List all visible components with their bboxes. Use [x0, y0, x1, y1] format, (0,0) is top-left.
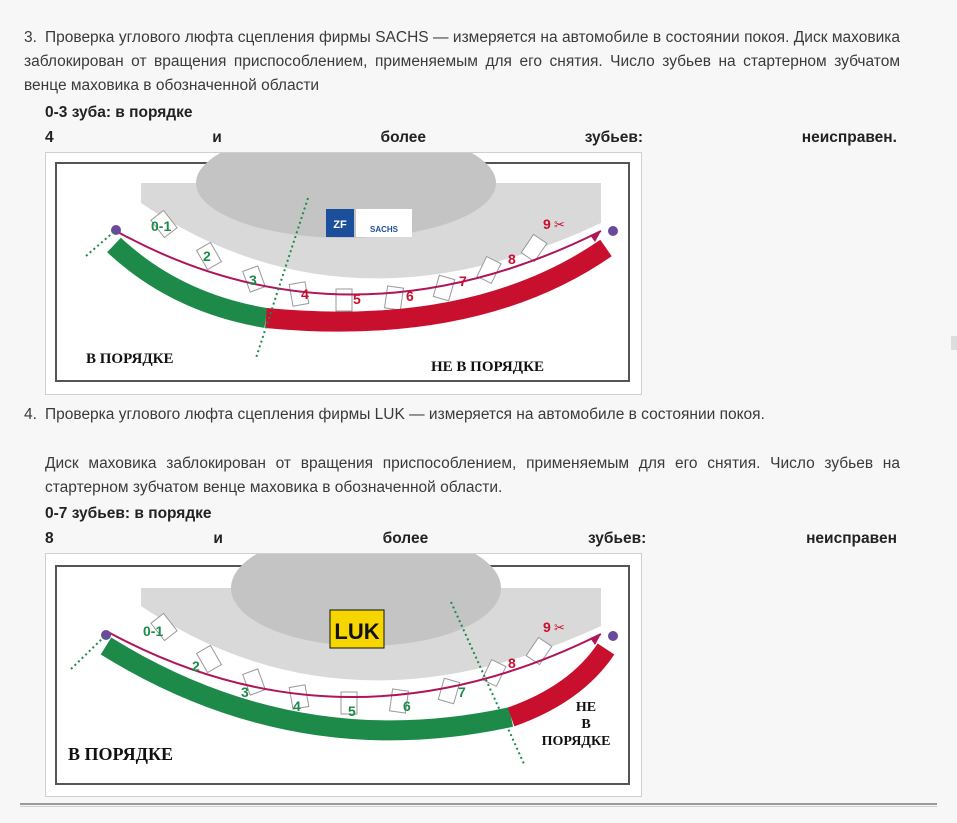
- tooth-label: 9: [543, 619, 551, 635]
- zf-logo-text: ZF: [333, 219, 347, 231]
- tooth-label: 2: [203, 248, 211, 264]
- tooth-label: 4: [301, 286, 309, 302]
- fail-word: более: [382, 530, 429, 547]
- luk-diagram: [45, 553, 642, 797]
- section-4-fail-line: [45, 530, 897, 548]
- tooth-label: 8: [508, 251, 516, 267]
- fail-word: более: [380, 129, 427, 146]
- tooth-label: 6: [406, 288, 414, 304]
- end-point: [608, 631, 618, 641]
- section-3-ok-line: 0-3 зуба: в порядке: [45, 104, 193, 121]
- section-4-number: 4.: [24, 406, 37, 423]
- fail-word: и: [212, 129, 222, 146]
- tooth-label: 2: [192, 658, 200, 674]
- scissors-icon: ✂: [554, 620, 565, 635]
- tooth-label: 7: [459, 273, 467, 289]
- tooth-label: 0-1: [143, 623, 164, 639]
- fail-word: зубьев:: [587, 530, 647, 547]
- section-4-text-2: Диск маховика заблокирован от вращения приспособлением, применяемым для его снятия. Число зубьев на стартерном зубчатом венце маховика в обозначенной области.: [45, 455, 900, 496]
- fail-word: зубьев:: [584, 129, 644, 146]
- section-3-number: 3.: [24, 29, 37, 46]
- section-3-text: [24, 26, 900, 98]
- section-4-body-1: Проверка углового люфта сцепления фирмы LUK — измеряется на автомобиле в состоянии покоя.: [45, 406, 765, 423]
- scissors-icon: ✂: [554, 217, 565, 232]
- fail-word: и: [213, 530, 223, 547]
- fail-label-1: НЕ: [575, 700, 597, 715]
- sachs-diagram: [45, 152, 642, 395]
- sachs-logo-text: SACHS: [369, 225, 399, 234]
- tooth-label: 5: [348, 703, 356, 719]
- ok-label: В ПОРЯДКЕ: [68, 744, 174, 764]
- scrollbar-thumb[interactable]: [951, 336, 957, 350]
- fail-label-3: ПОРЯДКЕ: [541, 734, 611, 749]
- fail-label-2: В: [581, 717, 591, 732]
- tooth-label: 3: [249, 272, 257, 288]
- section-4-text-1: [24, 403, 900, 427]
- end-point: [608, 226, 618, 236]
- luk-logo-text: LUK: [334, 619, 380, 644]
- fail-word: 4: [45, 129, 54, 146]
- tooth-label: 6: [403, 698, 411, 714]
- bottom-divider: [20, 803, 937, 805]
- section-4-ok-line: 0-7 зубьев: в порядке: [45, 505, 212, 522]
- section-3-fail-line: [45, 129, 897, 147]
- tooth-label: 5: [353, 291, 361, 307]
- tooth-label: 4: [293, 698, 301, 714]
- fail-word: неисправен: [806, 530, 897, 547]
- bottom-divider-lite: [20, 806, 937, 807]
- luk-diagram-svg: [46, 554, 641, 796]
- tooth-label: 8: [508, 655, 516, 671]
- section-3-body: Проверка углового люфта сцепления фирмы SACHS — измеряется на автомобиле в состоянии покоя. Диск маховика заблокирован от вращения приспособлением, применяемым для его снятия. Число зубьев на стартерном зубчатом венце маховика в обозначенной области: [24, 29, 900, 94]
- sachs-diagram-svg: [46, 153, 641, 394]
- fail-word: 8: [45, 530, 54, 547]
- tooth-label: 7: [458, 684, 466, 700]
- fail-word: неисправен.: [801, 129, 897, 146]
- ok-label: В ПОРЯДКЕ: [86, 351, 174, 367]
- tooth-label: 3: [241, 684, 249, 700]
- tooth-label: 0-1: [151, 218, 172, 234]
- fail-label: НЕ В ПОРЯДКЕ: [431, 359, 544, 375]
- tooth-label: 9: [543, 216, 551, 232]
